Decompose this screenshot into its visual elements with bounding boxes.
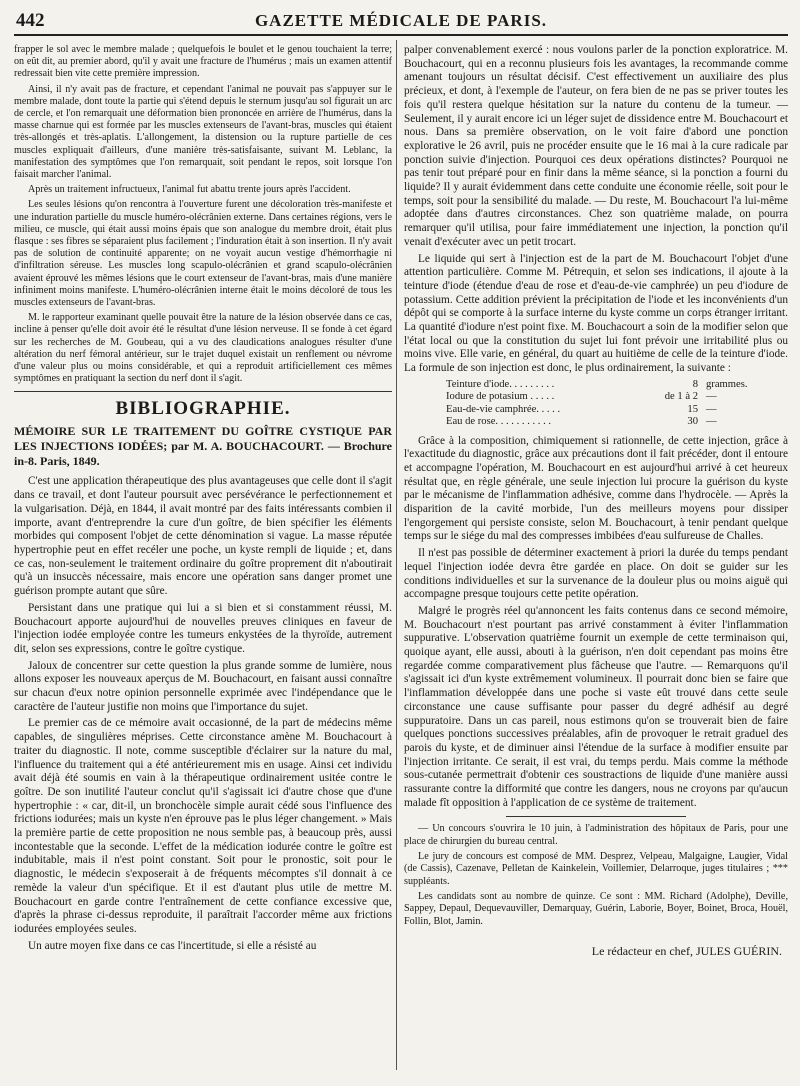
injection-formula <box>446 379 788 429</box>
report-section <box>14 44 392 385</box>
bibliography-heading: BIBLIOGRAPHIE. <box>115 398 291 420</box>
paragraph: Le liquide qui sert à l'injection est de la part de M. Bouchacourt l'objet d'une attention particulière. Comme M. Pétrequin, et selon ses indications, il ajoute à la teinture d'iode (étendue d'eau de rose et d'eau-de-vie camphrée) un peu d'iodure de potassium. Cette addition prévient la précipitation de l'iode et les inconvénients d'un dépôt qui se comporte à la surface interne du kyste comme un corps étranger irritant. La quantité d'iodure n'est point fixe. M. Bouchacourt a soin de la modifier selon que l'état local ou que la constitution du sujet lui font prévoir une irritabilité plus ou moins vive. Elle varie, en général, du quart au huitième de celle de la teinture d'iode. La formule de son injection est donc, le plus ordinairement, la suivante : <box>404 252 788 375</box>
book-title: MÉMOIRE SUR LE TRAITEMENT DU GOÎTRE CYSTIQUE PAR LES INJECTIONS IODÉES; par M. A. BOUCHACOURT. — Brochure in-8. Paris, 1849. <box>14 424 392 469</box>
news-divider <box>506 816 686 817</box>
paragraph: Les seules lésions qu'on rencontra à l'ouverture furent une décoloration très-manifeste et une induration partielle du muscle huméro-olécrânien externe. Dans certaines régions, vers le milieu, ce muscle, qui était aussi moins épais que son analogue du membre droit, était plus flasque : ses fibres se séparaient plus facilement ; l'induration était à son insertion. Il n'y avait pas de solution de continuité apparente; on ne voyait aucun vestige d'hémorrhagie ni d'infiltration séreuse. Les muscles long scapulo-olécrânien et grand scapulo-olécrânien avaient éprouvé les mêmes lésions que le court extenseur de l'avant-bras, mais d'une manière infiniment moins manifeste. L'huméro-olécrânien interne était le moins décoloré de tous les muscles extenseurs de l'avant-bras. <box>14 199 392 309</box>
news-section <box>404 823 788 927</box>
ingredient-name: Iodure de potasium . . . . . <box>446 391 555 403</box>
ingredient-unit: — <box>706 391 717 403</box>
ingredient-qty: 30 <box>687 416 698 428</box>
news-item: — Un concours s'ouvrira le 10 juin, à l'administration des hôpitaux de Paris, pour une place de chirurgien du bureau central. <box>404 823 788 847</box>
paragraph: Grâce à la composition, chimiquement si rationnelle, de cette injection, grâce à l'exactitude du diagnostic, grâce aux précautions dont il fait précéder, dont il entoure et accompagne l'opération, M. Bouchacourt en est aujourd'hui arrivé à cet heureux résultat que, en règle générale, une seule injection lui procure la guérison du kyste par le mécanisme de l'inflammation adhésive, comme dans l'hydrocèle. — Après la disparition de la cavité morbide, l'un des meilleurs moyens pour dissiper l'engorgement qui persiste consiste, selon M. Bouchacourt, à tenir pendant quelque temps sur le siége du mal des compresses imbibées d'eau sulfureuse de Challes. <box>404 434 788 543</box>
ingredient-name: Eau-de-vie camphrée. . . . . <box>446 403 561 415</box>
section-divider <box>14 391 392 392</box>
paragraph: Malgré le progrès réel qu'annoncent les faits contenus dans ce second mémoire, M. Bouchacourt n'est pourtant pas arrivé constamment à éviter l'inflammation suppurative. L'observation quatrième fournit un exemple de cette terminaison qui, quoique ayant, elle aussi, abouti à la guérison, n'en doit cependant pas moins être regardée comme comparativement plus fâcheuse que l'autre. — Remarquons qu'il s'agissait ici d'un kyste extrêmement volumineux. Il pourrait donc bien se faire que l'inflammation développée dans une poche si vaste eût trouvé dans cette seule circonstance une cause suffisante pour passer du degré adhésif au degré suppuratoire. Dans un cas pareil, nous estimons qu'on se trouverait bien de faire quelques ponctions successives préalables, afin de provoquer le retrait graduel des parois du kyste, et de diminuer ainsi l'étendue de la surface à modifier ensuite par l'injection irritante. Ce serait, il est vrai, du temps perdu. Mais comme la méthode sous-cutanée permettrait d'obtenir ces soustractions de liquide d'une manière aussi rassurante contre la difformité que contre les dangers, nous ne croyons par qu'aucun malade fît opposition à l'application de ce système de traitement. <box>404 604 788 809</box>
page-header <box>14 8 788 36</box>
right-body-top <box>404 44 788 376</box>
ingredient-unit: grammes. <box>706 378 748 390</box>
news-item: Le jury de concours est composé de MM. Desprez, Velpeau, Malgaigne, Laugier, Vidal (de Cassis), Cazenave, Pelletan de Kainkelein, Voillemier, Delarroque, juges titulaires ; *** suppléants. <box>404 851 788 887</box>
paragraph: Un autre moyen fixe dans ce cas l'incertitude, si elle a résisté au <box>28 939 317 952</box>
formula-row <box>446 379 788 391</box>
ingredient-name: Teinture d'iode. . . . . . . . . <box>446 378 555 390</box>
ingredient-qty: 8 <box>692 378 698 390</box>
page-number: 442 <box>16 10 45 31</box>
left-column <box>14 44 392 956</box>
right-body-bottom <box>404 435 788 811</box>
ingredient-name: Eau de rose. . . . . . . . . . . <box>446 416 552 428</box>
paragraph: frapper le sol avec le membre malade ; quelquefois le boulet et le genou touchaient la terre; on eût dit, au premier abord, qu'il y avait une fracture de l'humérus ; mais un examen attentif redressait bien vite cette première impression. <box>14 44 392 80</box>
formula-row <box>446 416 788 428</box>
paragraph: Après un traitement infructueux, l'animal fut abattu trente jours après l'accident. <box>28 184 351 196</box>
paragraph: C'est une application thérapeutique des plus avantageuses que celle dont il s'agit dans ce travail, et dont l'auteur poursuit avec persévérance le perfectionnement et la vulgarisation. Déjà, en 1844, il avait montré par des faits intéressants combien il importe, avant d'entreprendre la cure d'un goître, de bien spécifier les éléments morbides qui composent l'objet de cette dénomination si vague. La masse réputée hypertrophie peut en effet recéler une poche, un kyste rempli de liquide ; et, dans ce cas, non-seulement le traitement ordinaire du goître proprement dit n'aboutirait qu'à un insuccès nécessaire, mais encore une opération sans danger promet une guérison prompte autant que sûre. <box>14 475 392 598</box>
formula-row <box>446 404 788 416</box>
ingredient-unit: — <box>706 416 717 428</box>
paragraph: Ainsi, il n'y avait pas de fracture, et cependant l'animal ne pouvait pas s'appuyer sur le membre malade, dont toute la partie qui s'étend depuis le sternum jusqu'au sol figurait un arc de cercle, et l'on remarquait une déformation bien prononcée en arrière de l'humérus, dans la masse charnue qui est formée par les muscles extenseurs de l'avant-bras, muscles qui étaient très-allongés et très-aplatis. L'allongement, la distension ou la rupture partielle de ces muscles expliquait d'ailleurs, d'une manière très-satisfaisante, suivant M. Leblanc, la manifestation des symptômes que l'on remarquait, soit pendant le repos, soit lorsque l'on faisait marcher l'animal. <box>14 83 392 181</box>
paragraph: palper convenablement exercé : nous voulons parler de la ponction exploratrice. M. Bouchacourt, qui en a reconnu plusieurs fois les avantages, la recommande comme amenant toujours un résultat décisif. C'est effectivement un auxiliaire des plus précieux, et dont, à l'exemple de l'auteur, on fera bien de ne pas se priver toutes les fois qu'il restera quelque hésitation sur la nature du contenu de la tumeur. — Seulement, il y aurait encore ici un léger sujet de dissidence entre M. Bouchacourt et nous. Dans sa première observation, on le voit faire d'abord une ponction explorative le 26 avril, puis ne procéder ensuite que le 16 mai à la cure radicale par ponction suivie d'injection. Pourquoi ces deux opérations distinctes? Pourquoi ne pas tenir tout préparé pour en finir dans la même séance, si la ponction a fourni du liquide? Il y aurait évidemment dans cette conduite une économie réelle, soit pour le temps, soit pour la sensibilité du malade. — Du reste, M. Bouchacourt l'a lui-même adoptée dans d'autres circonstances. Chez son quatrième malade, on pourra remarquer qu'il utilisa, pour faire immédiatement une injection, la ponction qu'il venait d'exécuter avec un petit trocart. <box>404 44 788 248</box>
paragraph: Jaloux de concentrer sur cette question la plus grande somme de lumière, nous allons exposer les nouveaux aperçus de M. Bouchacourt, en faisant aussi connaître sur chacun d'eux notre opinion personnelle exprimée avec l'indépendance que le caractère de l'auteur justifie non moins que l'importance du sujet. <box>14 659 392 713</box>
column-divider <box>396 40 397 1070</box>
paragraph: M. le rapporteur examinant quelle pouvait être la nature de la lésion observée dans ce cas, incline à penser qu'elle doit avoir été le résultat d'une lésion nerveuse. Il se fonde à cet égard sur les recherches de M. Goubeau, qui a vu des claudications analogues résulter d'une altération du nerf fémoral antérieur, sur le trajet duquel existait un renflement ou névrome d'une valeur plus ou moins considérable, et qui a reproduit artificiellement ces mêmes symptômes en pratiquant la section du nerf dont il s'agit. <box>14 312 392 385</box>
right-column <box>404 44 788 959</box>
paragraph: Il n'est pas possible de déterminer exactement à priori la durée du temps pendant lequel l'injection iodée devra être gardée en place. On doit se guider sur les conditions individuelles et sur la survenance de la douleur plus ou moins aiguë qui accompagne presque toujours cette petite opération. <box>404 547 788 601</box>
ingredient-qty: de 1 à 2 <box>664 391 698 403</box>
formula-row <box>446 391 788 403</box>
editor-signature: Le rédacteur en chef, JULES GUÉRIN. <box>591 943 782 958</box>
paragraph: Le premier cas de ce mémoire avait occasionné, de la part de médecins même capables, de singulières méprises. Cette circonstance amène M. Bouchacourt à traiter du diagnostic. Il note, comme susceptible d'éclairer sur la nature du mal, l'influence du traitement qui a été antérieurement mis en usage. Ainsi cet individu avait déjà été soumis en vain à la thérapeutique ordinairement usitée contre le goître. De son inutilité l'auteur conclut qu'il s'agissait ici d'autre chose que d'une hypertrophie : « car, dit-il, un bronchocèle simple aurait cédé sous l'influence des frictions iodurées; mais un kyste n'en éprouve pas le plus léger changement. » Mais la première partie de cette proposition ne nous semble pas, à beaucoup près, aussi incontestable que la seconde. L'effet de la médication iodurée contre le goître est indubitable, mais il n'est point constant. Soit pour le pronostic, soit pour le diagnostic, le médecin s'exposerait à de fréquents mécomptes s'il donnait à ce remède la valeur d'un spécifique. Et il est d'autant plus utile de mettre M. Bouchacourt en garde contre l'entraînement de cette confiance excessive que, d'après la phrase ci-dessus reproduite, il paraîtrait l'accorder même aux frictions iodurées employées seules. <box>14 717 392 935</box>
news-item: Les candidats sont au nombre de quinze. Ce sont : MM. Richard (Adolphe), Deville, Sappey, Depaul, Dequevauviller, Demarquay, Guérin, Laborie, Boyer, Boinet, Broca, Houël, Follin, Blot, Jamin. <box>404 890 788 927</box>
columns <box>14 36 788 1076</box>
bibliography-body <box>14 475 392 953</box>
paragraph: Persistant dans une pratique qui lui a si bien et si constamment réussi, M. Bouchacourt apporte aujourd'hui de nouvelles preuves cliniques en faveur de l'injection iodée employée contre les tumeurs enkystées de la thyroïde, autrement dit, selon ses expressions, contre le goître cystique. <box>14 601 392 655</box>
ingredient-qty: 15 <box>687 403 698 415</box>
journal-title: GAZETTE MÉDICALE DE PARIS. <box>254 11 548 30</box>
ingredient-unit: — <box>706 403 717 415</box>
